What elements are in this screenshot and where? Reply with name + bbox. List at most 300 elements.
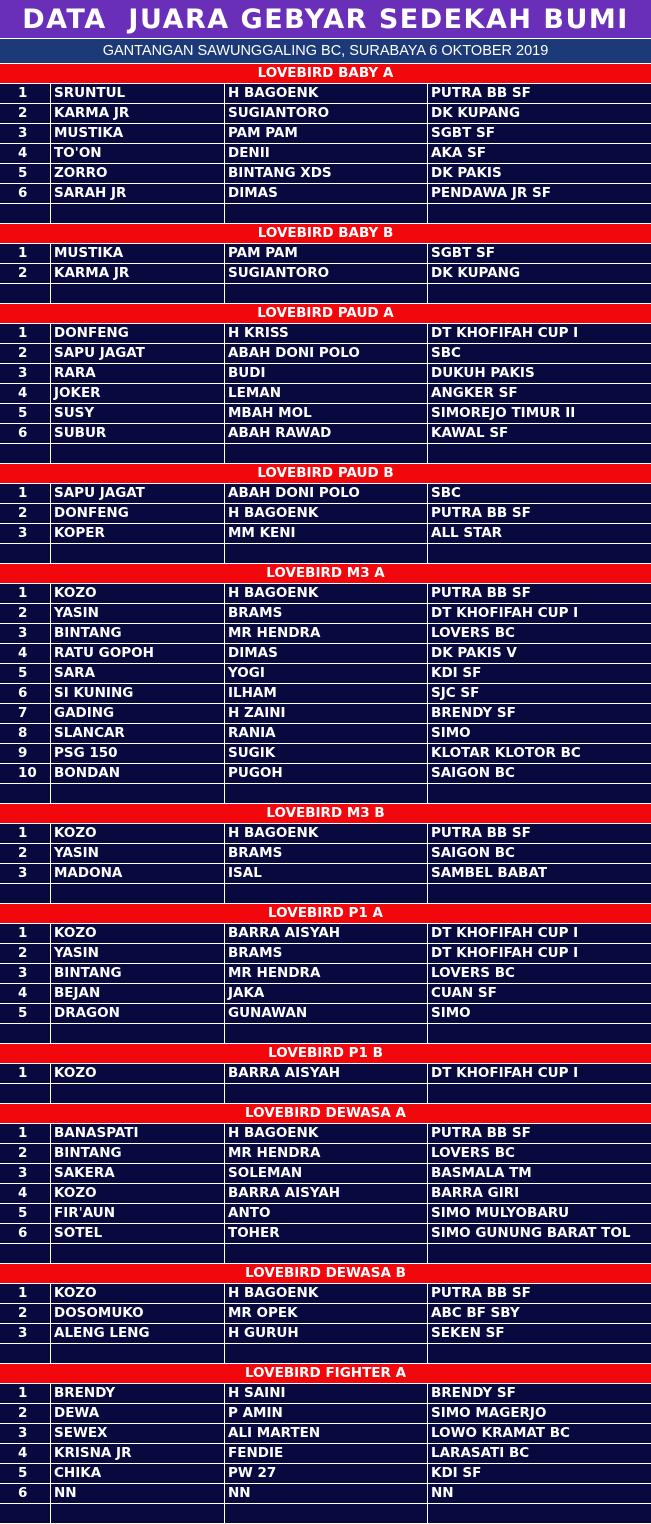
bird-name-cell: DONFENG: [51, 504, 224, 523]
bird-name-cell: [51, 1344, 224, 1363]
bird-name-cell: MADONA: [51, 864, 224, 883]
spacer-row: [0, 784, 651, 803]
table-row: [0, 1384, 651, 1403]
team-cell: KDI SF: [428, 664, 651, 683]
bird-name-cell: ALENG LENG: [51, 1324, 224, 1343]
rank-cell: 6: [0, 1224, 50, 1243]
rank-cell: 3: [0, 124, 50, 143]
bird-name-cell: DEWA: [51, 1404, 224, 1423]
table-row: [0, 604, 651, 623]
rank-cell: 4: [0, 144, 50, 163]
owner-cell: MR OPEK: [225, 1304, 427, 1323]
owner-cell: DIMAS: [225, 644, 427, 663]
bird-name-cell: DONFENG: [51, 324, 224, 343]
bird-name-cell: [51, 1084, 224, 1103]
owner-cell: PAM PAM: [225, 244, 427, 263]
owner-cell: H ZAINI: [225, 704, 427, 723]
team-cell: BASMALA TM: [428, 1164, 651, 1183]
table-row: [0, 984, 651, 1003]
team-cell: SIMO MAGERJO: [428, 1404, 651, 1423]
owner-cell: [225, 1024, 427, 1043]
table-row: [0, 244, 651, 263]
owner-cell: RANIA: [225, 724, 427, 743]
team-cell: ALL STAR: [428, 524, 651, 543]
bird-name-cell: KOZO: [51, 1184, 224, 1203]
bird-name-cell: SEWEX: [51, 1424, 224, 1443]
owner-cell: PW 27: [225, 1464, 427, 1483]
table-row: [0, 924, 651, 943]
team-cell: [428, 1504, 651, 1523]
bird-name-cell: KRISNA JR: [51, 1444, 224, 1463]
owner-cell: H BAGOENK: [225, 504, 427, 523]
category-header: LOVEBIRD P1 A: [0, 904, 651, 923]
bird-name-cell: BINTANG: [51, 624, 224, 643]
rank-cell: 2: [0, 844, 50, 863]
team-cell: LOVERS BC: [428, 1144, 651, 1163]
owner-cell: ABAH RAWAD: [225, 424, 427, 443]
team-cell: [428, 1084, 651, 1103]
table-row: [0, 1444, 651, 1463]
team-cell: LARASATI BC: [428, 1444, 651, 1463]
team-cell: LOVERS BC: [428, 624, 651, 643]
owner-cell: PUGOH: [225, 764, 427, 783]
rank-cell: [0, 884, 50, 903]
table-row: [0, 824, 651, 843]
bird-name-cell: SOTEL: [51, 1224, 224, 1243]
category-header: LOVEBIRD PAUD B: [0, 464, 651, 483]
team-cell: SJC SF: [428, 684, 651, 703]
bird-name-cell: GADING: [51, 704, 224, 723]
spacer-row: [0, 1244, 651, 1263]
rank-cell: 4: [0, 1184, 50, 1203]
table-row: [0, 344, 651, 363]
bird-name-cell: MUSTIKA: [51, 244, 224, 263]
category-header: LOVEBIRD M3 A: [0, 564, 651, 583]
owner-cell: YOGI: [225, 664, 427, 683]
rank-cell: 1: [0, 824, 50, 843]
bird-name-cell: SUBUR: [51, 424, 224, 443]
rank-cell: 4: [0, 984, 50, 1003]
team-cell: SAIGON BC: [428, 844, 651, 863]
owner-cell: LEMAN: [225, 384, 427, 403]
rank-cell: 5: [0, 1004, 50, 1023]
owner-cell: MR HENDRA: [225, 1144, 427, 1163]
event-subtitle: GANTANGAN SAWUNGGALING BC, SURABAYA 6 OKTOBER 2019: [0, 39, 651, 63]
owner-cell: ALI MARTEN: [225, 1424, 427, 1443]
bird-name-cell: KOZO: [51, 824, 224, 843]
owner-cell: BARRA AISYAH: [225, 1184, 427, 1203]
rank-cell: 5: [0, 664, 50, 683]
bird-name-cell: KARMA JR: [51, 104, 224, 123]
rank-cell: 4: [0, 644, 50, 663]
owner-cell: H BAGOENK: [225, 824, 427, 843]
table-row: [0, 1404, 651, 1423]
owner-cell: MR HENDRA: [225, 624, 427, 643]
owner-cell: SUGIK: [225, 744, 427, 763]
table-row: [0, 1464, 651, 1483]
rank-cell: [0, 1344, 50, 1363]
table-row: [0, 1064, 651, 1083]
bird-name-cell: DRAGON: [51, 1004, 224, 1023]
team-cell: [428, 1024, 651, 1043]
rank-cell: [0, 444, 50, 463]
bird-name-cell: KOZO: [51, 584, 224, 603]
team-cell: LOWO KRAMAT BC: [428, 1424, 651, 1443]
table-row: [0, 324, 651, 343]
rank-cell: [0, 1504, 50, 1523]
team-cell: [428, 884, 651, 903]
bird-name-cell: [51, 284, 224, 303]
rank-cell: 7: [0, 704, 50, 723]
owner-cell: ANTO: [225, 1204, 427, 1223]
bird-name-cell: FIR'AUN: [51, 1204, 224, 1223]
owner-cell: [225, 444, 427, 463]
table-row: [0, 184, 651, 203]
rank-cell: [0, 544, 50, 563]
rank-cell: 6: [0, 424, 50, 443]
owner-cell: BUDI: [225, 364, 427, 383]
team-cell: SEKEN SF: [428, 1324, 651, 1343]
bird-name-cell: SAKERA: [51, 1164, 224, 1183]
rank-cell: 6: [0, 184, 50, 203]
table-row: [0, 964, 651, 983]
bird-name-cell: [51, 1504, 224, 1523]
table-row: [0, 584, 651, 603]
bird-name-cell: BRENDY: [51, 1384, 224, 1403]
team-cell: SBC: [428, 484, 651, 503]
team-cell: [428, 204, 651, 223]
owner-cell: BARRA AISYAH: [225, 924, 427, 943]
rank-cell: 1: [0, 1284, 50, 1303]
category-header: LOVEBIRD P1 B: [0, 1044, 651, 1063]
team-cell: DT KHOFIFAH CUP I: [428, 944, 651, 963]
table-row: [0, 624, 651, 643]
rank-cell: 2: [0, 1304, 50, 1323]
bird-name-cell: YASIN: [51, 844, 224, 863]
team-cell: SIMO: [428, 724, 651, 743]
team-cell: ANGKER SF: [428, 384, 651, 403]
table-row: [0, 84, 651, 103]
team-cell: DT KHOFIFAH CUP I: [428, 604, 651, 623]
team-cell: SGBT SF: [428, 124, 651, 143]
team-cell: SGBT SF: [428, 244, 651, 263]
team-cell: SAIGON BC: [428, 764, 651, 783]
owner-cell: H BAGOENK: [225, 84, 427, 103]
table-row: [0, 164, 651, 183]
owner-cell: MR HENDRA: [225, 964, 427, 983]
team-cell: DT KHOFIFAH CUP I: [428, 324, 651, 343]
table-row: [0, 744, 651, 763]
team-cell: LOVERS BC: [428, 964, 651, 983]
rank-cell: [0, 784, 50, 803]
owner-cell: BRAMS: [225, 844, 427, 863]
owner-cell: DIMAS: [225, 184, 427, 203]
rank-cell: 1: [0, 924, 50, 943]
rank-cell: [0, 1244, 50, 1263]
table-row: [0, 724, 651, 743]
rank-cell: 1: [0, 1064, 50, 1083]
table-row: [0, 364, 651, 383]
spacer-row: [0, 1084, 651, 1103]
owner-cell: ISAL: [225, 864, 427, 883]
owner-cell: [225, 1244, 427, 1263]
rank-cell: 4: [0, 1444, 50, 1463]
rank-cell: 3: [0, 964, 50, 983]
bird-name-cell: SAPU JAGAT: [51, 484, 224, 503]
owner-cell: BRAMS: [225, 944, 427, 963]
owner-cell: SUGIANTORO: [225, 264, 427, 283]
category-header: LOVEBIRD DEWASA B: [0, 1264, 651, 1283]
team-cell: PUTRA BB SF: [428, 824, 651, 843]
rank-cell: 2: [0, 504, 50, 523]
category-header: LOVEBIRD FIGHTER A: [0, 1364, 651, 1383]
table-row: [0, 844, 651, 863]
bird-name-cell: SAPU JAGAT: [51, 344, 224, 363]
bird-name-cell: [51, 204, 224, 223]
bird-name-cell: RARA: [51, 364, 224, 383]
owner-cell: H SAINI: [225, 1384, 427, 1403]
table-row: [0, 664, 651, 683]
team-cell: [428, 544, 651, 563]
rank-cell: 1: [0, 484, 50, 503]
bird-name-cell: YASIN: [51, 944, 224, 963]
team-cell: SIMOREJO TIMUR II: [428, 404, 651, 423]
team-cell: BRENDY SF: [428, 704, 651, 723]
team-cell: KLOTAR KLOTOR BC: [428, 744, 651, 763]
rank-cell: 3: [0, 1324, 50, 1343]
rank-cell: 2: [0, 1404, 50, 1423]
team-cell: DK PAKIS: [428, 164, 651, 183]
bird-name-cell: YASIN: [51, 604, 224, 623]
team-cell: KAWAL SF: [428, 424, 651, 443]
team-cell: [428, 284, 651, 303]
team-cell: SIMO: [428, 1004, 651, 1023]
rank-cell: 2: [0, 104, 50, 123]
rank-cell: 1: [0, 244, 50, 263]
bird-name-cell: SRUNTUL: [51, 84, 224, 103]
team-cell: NN: [428, 1484, 651, 1503]
table-row: [0, 1324, 651, 1343]
rank-cell: 9: [0, 744, 50, 763]
bird-name-cell: [51, 544, 224, 563]
spacer-row: [0, 1504, 651, 1523]
owner-cell: [225, 784, 427, 803]
category-header: LOVEBIRD BABY A: [0, 64, 651, 83]
bird-name-cell: PSG 150: [51, 744, 224, 763]
owner-cell: H BAGOENK: [225, 1284, 427, 1303]
table-row: [0, 1164, 651, 1183]
rank-cell: 2: [0, 1144, 50, 1163]
team-cell: PUTRA BB SF: [428, 84, 651, 103]
bird-name-cell: SLANCAR: [51, 724, 224, 743]
rank-cell: [0, 1084, 50, 1103]
table-row: [0, 524, 651, 543]
bird-name-cell: [51, 444, 224, 463]
rank-cell: 1: [0, 84, 50, 103]
bird-name-cell: SUSY: [51, 404, 224, 423]
owner-cell: MBAH MOL: [225, 404, 427, 423]
rank-cell: 3: [0, 624, 50, 643]
rank-cell: 1: [0, 1384, 50, 1403]
table-row: [0, 1144, 651, 1163]
team-cell: SIMO GUNUNG BARAT TOL: [428, 1224, 651, 1243]
rank-cell: 3: [0, 524, 50, 543]
bird-name-cell: RATU GOPOH: [51, 644, 224, 663]
category-header: LOVEBIRD BABY B: [0, 224, 651, 243]
owner-cell: BRAMS: [225, 604, 427, 623]
bird-name-cell: BONDAN: [51, 764, 224, 783]
bird-name-cell: [51, 884, 224, 903]
team-cell: [428, 1244, 651, 1263]
team-cell: AKA SF: [428, 144, 651, 163]
rank-cell: 3: [0, 1164, 50, 1183]
owner-cell: H KRISS: [225, 324, 427, 343]
bird-name-cell: JOKER: [51, 384, 224, 403]
table-row: [0, 124, 651, 143]
owner-cell: JAKA: [225, 984, 427, 1003]
table-row: [0, 704, 651, 723]
team-cell: KDI SF: [428, 1464, 651, 1483]
table-row: [0, 1304, 651, 1323]
bird-name-cell: TO'ON: [51, 144, 224, 163]
owner-cell: [225, 884, 427, 903]
category-header: LOVEBIRD PAUD A: [0, 304, 651, 323]
owner-cell: GUNAWAN: [225, 1004, 427, 1023]
owner-cell: [225, 284, 427, 303]
bird-name-cell: SARA: [51, 664, 224, 683]
owner-cell: BARRA AISYAH: [225, 1064, 427, 1083]
table-row: [0, 1004, 651, 1023]
owner-cell: ILHAM: [225, 684, 427, 703]
table-row: [0, 104, 651, 123]
rank-cell: 6: [0, 1484, 50, 1503]
owner-cell: FENDIE: [225, 1444, 427, 1463]
bird-name-cell: BINTANG: [51, 964, 224, 983]
team-cell: SIMO MULYOBARU: [428, 1204, 651, 1223]
team-cell: SBC: [428, 344, 651, 363]
team-cell: DT KHOFIFAH CUP I: [428, 1064, 651, 1083]
table-row: [0, 764, 651, 783]
bird-name-cell: KOZO: [51, 1064, 224, 1083]
team-cell: PUTRA BB SF: [428, 1284, 651, 1303]
bird-name-cell: CHIKA: [51, 1464, 224, 1483]
rank-cell: 10: [0, 764, 50, 783]
rank-cell: 1: [0, 1124, 50, 1143]
rank-cell: 5: [0, 1204, 50, 1223]
team-cell: BARRA GIRI: [428, 1184, 651, 1203]
bird-name-cell: BANASPATI: [51, 1124, 224, 1143]
team-cell: [428, 444, 651, 463]
table-row: [0, 864, 651, 883]
rank-cell: [0, 284, 50, 303]
owner-cell: H BAGOENK: [225, 584, 427, 603]
category-header: LOVEBIRD DEWASA A: [0, 1104, 651, 1123]
rank-cell: [0, 1024, 50, 1043]
owner-cell: MM KENI: [225, 524, 427, 543]
rank-cell: 5: [0, 164, 50, 183]
team-cell: DT KHOFIFAH CUP I: [428, 924, 651, 943]
team-cell: PUTRA BB SF: [428, 504, 651, 523]
bird-name-cell: ZORRO: [51, 164, 224, 183]
bird-name-cell: NN: [51, 1484, 224, 1503]
team-cell: DK KUPANG: [428, 104, 651, 123]
team-cell: [428, 784, 651, 803]
bird-name-cell: MUSTIKA: [51, 124, 224, 143]
owner-cell: PAM PAM: [225, 124, 427, 143]
owner-cell: [225, 1084, 427, 1103]
table-row: [0, 644, 651, 663]
rank-cell: 2: [0, 264, 50, 283]
team-cell: CUAN SF: [428, 984, 651, 1003]
team-cell: DUKUH PAKIS: [428, 364, 651, 383]
owner-cell: DENII: [225, 144, 427, 163]
rank-cell: 1: [0, 584, 50, 603]
table-row: [0, 944, 651, 963]
bird-name-cell: KARMA JR: [51, 264, 224, 283]
rank-cell: 2: [0, 604, 50, 623]
bird-name-cell: [51, 1024, 224, 1043]
spacer-row: [0, 884, 651, 903]
owner-cell: SOLEMAN: [225, 1164, 427, 1183]
owner-cell: BINTANG XDS: [225, 164, 427, 183]
table-row: [0, 504, 651, 523]
spacer-row: [0, 544, 651, 563]
rank-cell: 2: [0, 344, 50, 363]
table-row: [0, 1424, 651, 1443]
rank-cell: 5: [0, 404, 50, 423]
spacer-row: [0, 204, 651, 223]
table-row: [0, 484, 651, 503]
bird-name-cell: [51, 784, 224, 803]
owner-cell: NN: [225, 1484, 427, 1503]
category-header: LOVEBIRD M3 B: [0, 804, 651, 823]
table-row: [0, 1284, 651, 1303]
rank-cell: 6: [0, 684, 50, 703]
rank-cell: 3: [0, 1424, 50, 1443]
rank-cell: 3: [0, 864, 50, 883]
owner-cell: ABAH DONI POLO: [225, 484, 427, 503]
bird-name-cell: SARAH JR: [51, 184, 224, 203]
owner-cell: ABAH DONI POLO: [225, 344, 427, 363]
table-row: [0, 424, 651, 443]
spacer-row: [0, 284, 651, 303]
table-row: [0, 1124, 651, 1143]
rank-cell: 2: [0, 944, 50, 963]
table-row: [0, 264, 651, 283]
results-table: [0, 64, 651, 1523]
spacer-row: [0, 444, 651, 463]
spacer-row: [0, 1024, 651, 1043]
bird-name-cell: KOPER: [51, 524, 224, 543]
rank-cell: 8: [0, 724, 50, 743]
bird-name-cell: BINTANG: [51, 1144, 224, 1163]
table-row: [0, 144, 651, 163]
bird-name-cell: DOSOMUKO: [51, 1304, 224, 1323]
rank-cell: [0, 204, 50, 223]
page-title: DATA JUARA GEBYAR SEDEKAH BUMI: [0, 0, 651, 38]
table-row: [0, 1204, 651, 1223]
rank-cell: 1: [0, 324, 50, 343]
team-cell: [428, 1344, 651, 1363]
owner-cell: [225, 1344, 427, 1363]
team-cell: PUTRA BB SF: [428, 1124, 651, 1143]
bird-name-cell: [51, 1244, 224, 1263]
team-cell: BRENDY SF: [428, 1384, 651, 1403]
table-row: [0, 1484, 651, 1503]
bird-name-cell: KOZO: [51, 1284, 224, 1303]
owner-cell: [225, 1504, 427, 1523]
team-cell: SAMBEL BABAT: [428, 864, 651, 883]
